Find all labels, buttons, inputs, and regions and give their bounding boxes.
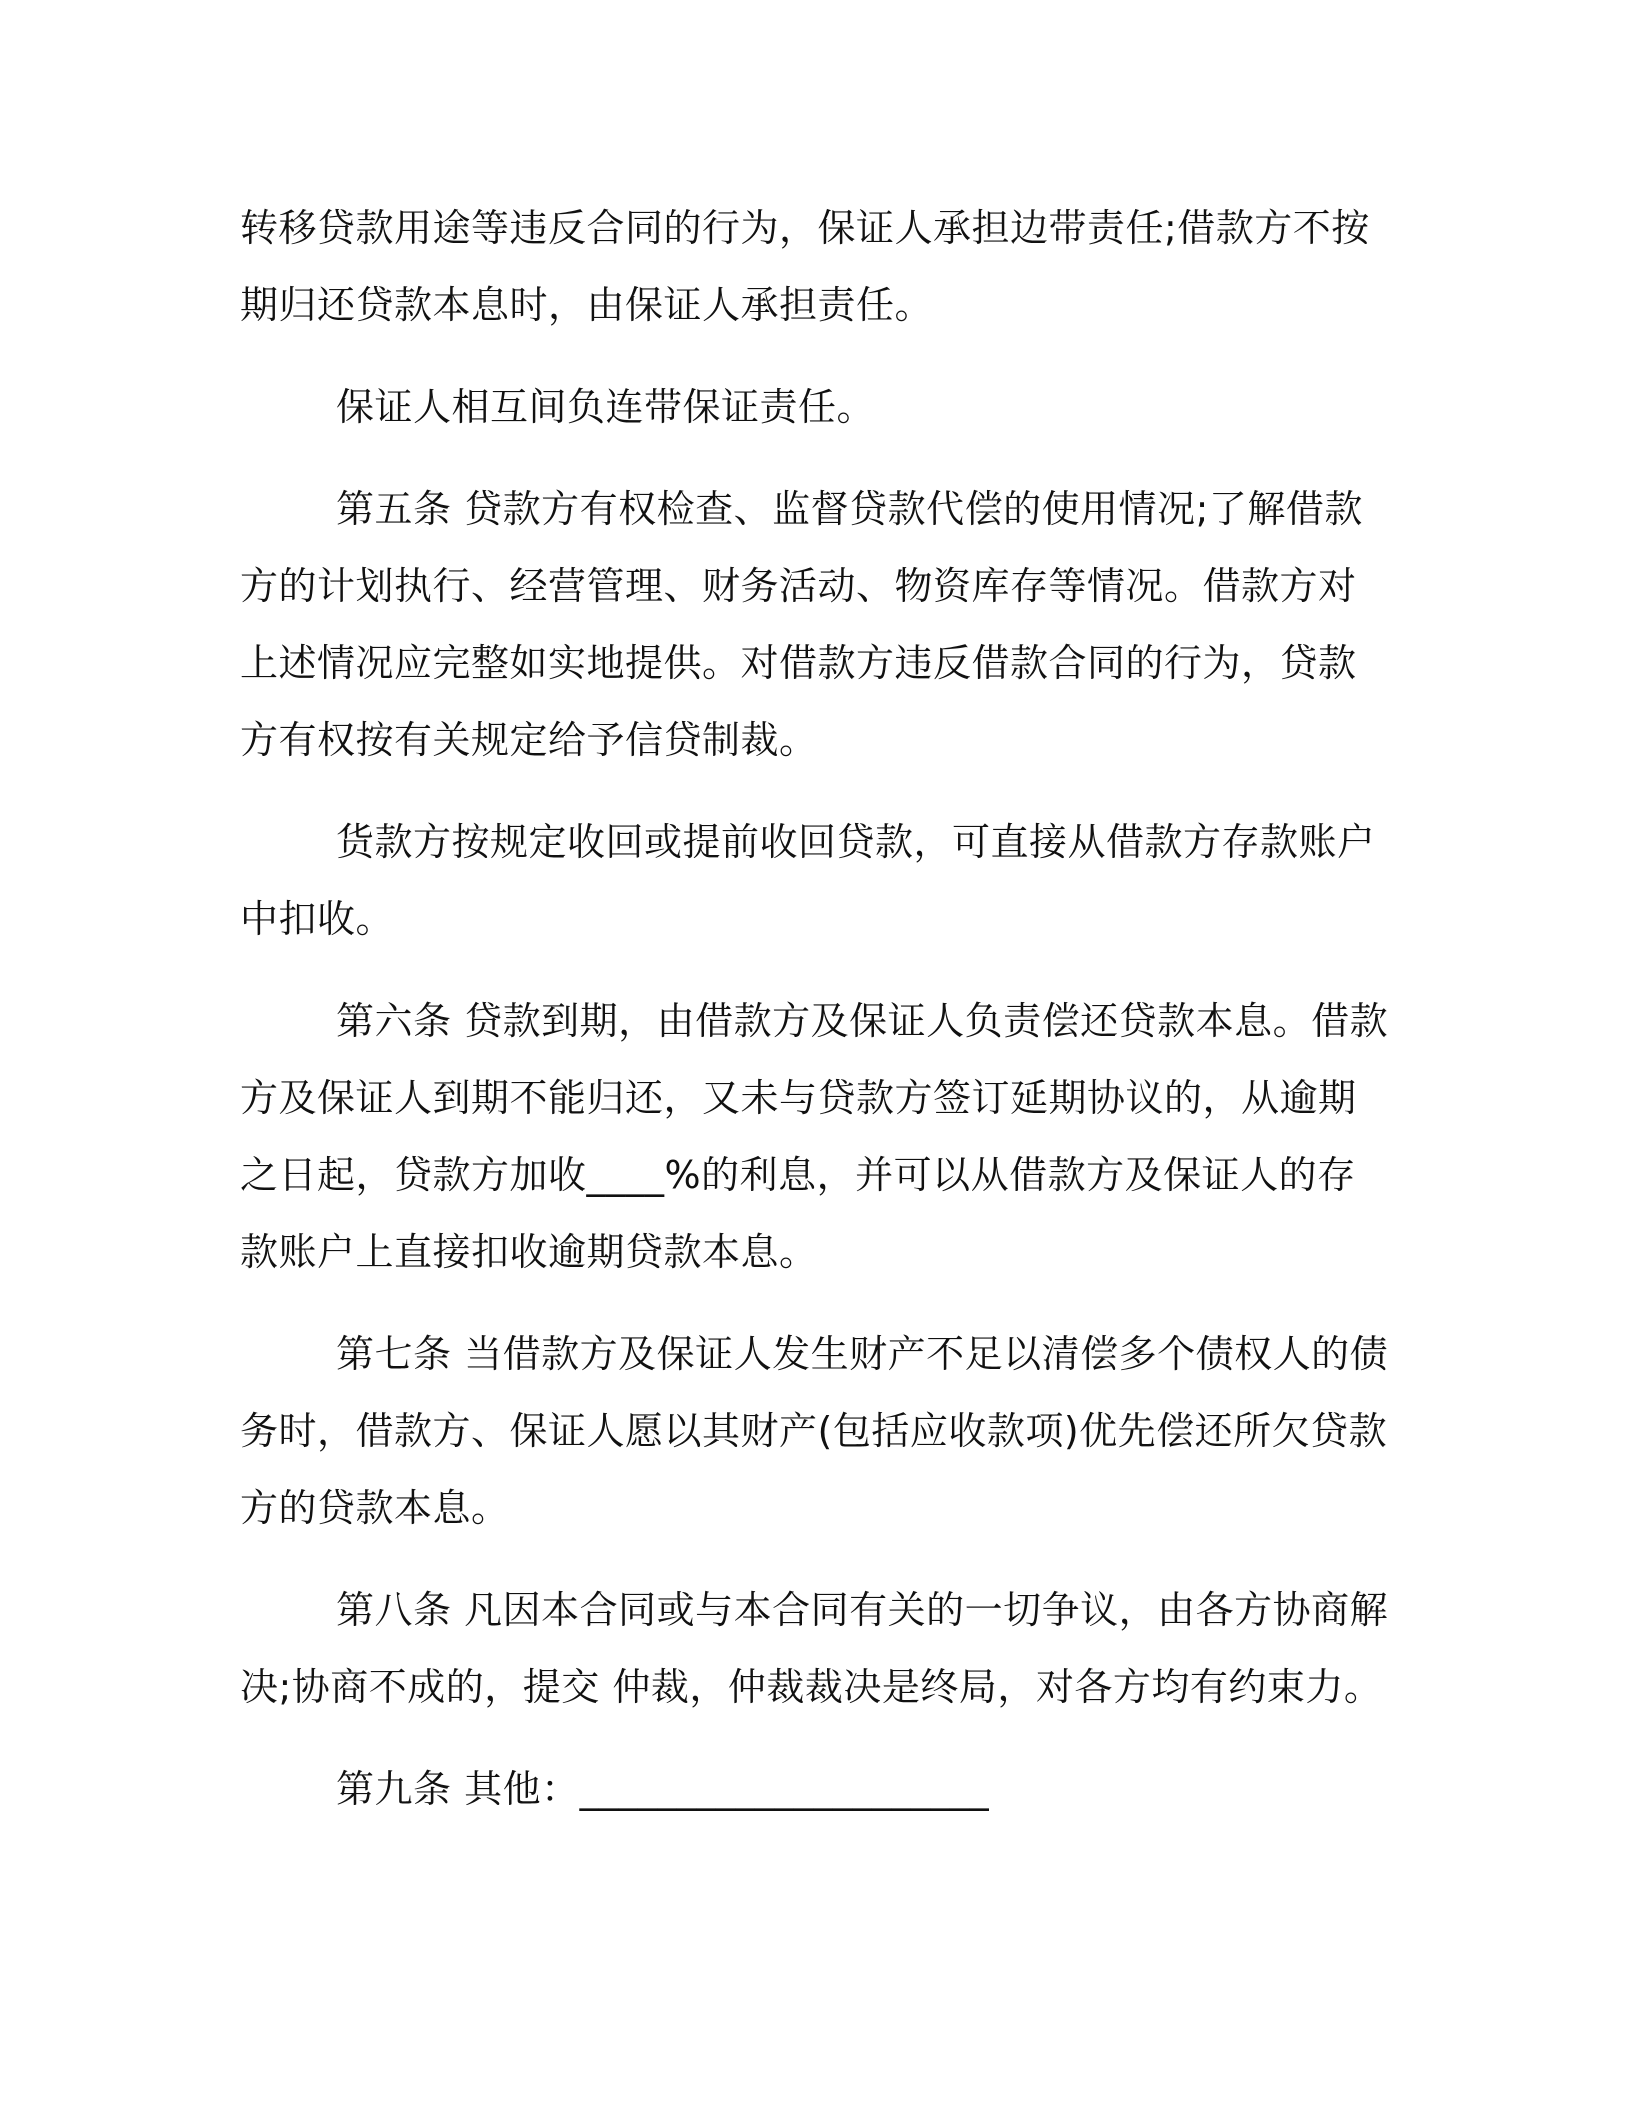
- article-6: 第六条 贷款到期，由借款方及保证人负责偿还贷款本息。借款方及保证人到期不能归还，又未与贷款方签订延期协议的，从逾期之日起，贷款方加收____%的利息，并可以从借款方及保证人的存款账户上直接扣收逾期贷款本息。: [240, 999, 1389, 1274]
- article-7: 第七条 当借款方及保证人发生财产不足以清偿多个债权人的债务时，借款方、保证人愿以其财产(包括应收款项)优先偿还所欠贷款方的贷款本息。: [240, 1332, 1389, 1530]
- document-body: [240, 190, 1390, 1853]
- paragraph-deduction: 货款方按规定收回或提前收回贷款，可直接从借款方存款账户中扣收。: [240, 820, 1376, 941]
- paragraph-continuation: 转移贷款用途等违反合同的行为，保证人承担边带责任;借款方不按期归还贷款本息时，由保证人承担责任。: [240, 206, 1370, 327]
- article-5: 第五条 贷款方有权检查、监督贷款代偿的使用情况;了解借款方的计划执行、经营管理、财务活动、物资库存等情况。借款方对上述情况应完整如实地提供。对借款方违反借款合同的行为，贷款方有权按有关规定给予信贷制裁。: [240, 487, 1363, 762]
- article-8: 第八条 凡因本合同或与本合同有关的一切争议，由各方协商解决;协商不成的，提交 仲裁，仲裁裁决是终局，对各方均有约束力。: [240, 1588, 1389, 1709]
- paragraph-joint-liability: 保证人相互间负连带保证责任。: [336, 385, 876, 429]
- article-9: 第九条 其他：_____________________: [336, 1767, 990, 1811]
